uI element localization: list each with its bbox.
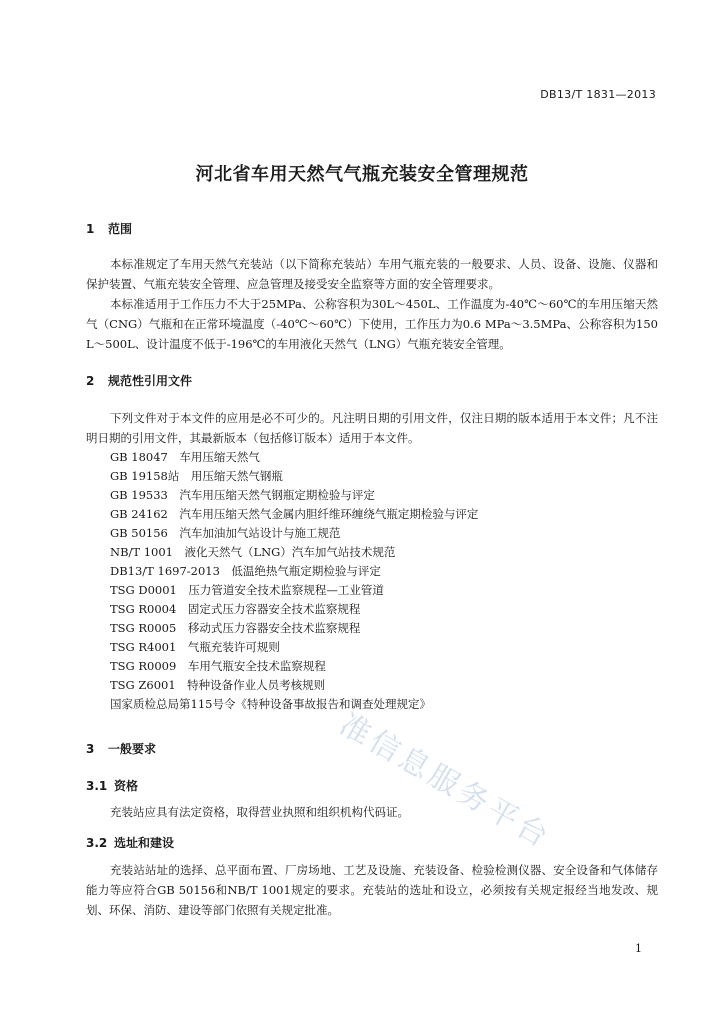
reference-list — [110, 448, 478, 714]
reference-item: GB 24162 汽车用压缩天然气金属内胆纤维环缠绕气瓶定期检验与评定 — [110, 507, 479, 521]
reference-item: NB/T 1001 液化天然气（LNG）汽车加气站技术规范 — [110, 545, 396, 559]
page-number: 1 — [635, 942, 642, 955]
standard-code: DB13/T 1831—2013 — [540, 88, 656, 101]
reference-item: GB 19158站 用压缩天然气钢瓶 — [110, 469, 283, 483]
subsection-number: 3.1 — [86, 779, 108, 793]
site-selection-paragraph: 充装站站址的选择、总平面布置、厂房场地、工艺及设施、充装设备、检验检测仪器、安全设备和气体储存能力等应符合GB 50156和NB/T 1001规定的要求。充装站的选址和设立，必须按有关规定报经当地发改、规划、环保、消防、建设等部门依照有关规定批准。 — [86, 863, 658, 917]
subsection-number: 3.2 — [86, 836, 108, 850]
scope-paragraph-1: 本标准规定了车用天然气充装站（以下简称充装站）车用气瓶充装的一般要求、人员、设备、设施、仪器和保护装置、气瓶充装安全管理、应急管理及接受安全监察等方面的安全管理要求。 — [86, 257, 658, 291]
subsection-title: 资格 — [114, 779, 139, 793]
section-2-heading — [86, 372, 192, 389]
reference-item: TSG R0005 移动式压力容器安全技术监察规程 — [110, 621, 361, 635]
reference-item: DB13/T 1697-2013 低温绝热气瓶定期检验与评定 — [110, 564, 381, 578]
reference-item: GB 50156 汽车加油加气站设计与施工规范 — [110, 526, 341, 540]
reference-item: GB 19533 汽车用压缩天然气钢瓶定期检验与评定 — [110, 488, 375, 502]
reference-item: TSG R0009 车用气瓶安全技术监察规程 — [110, 659, 326, 673]
section-1-heading — [86, 220, 132, 237]
qualification-paragraph: 充装站应具有法定资格，取得营业执照和组织机构代码证。 — [110, 805, 409, 819]
watermark-text: 准信息服务平台 — [333, 706, 558, 857]
references-intro: 下列文件对于本文件的应用是必不可少的。凡注明日期的引用文件，仅注日期的版本适用于本文件；凡不注明日期的引用文件，其最新版本（包括修订版本）适用于本文件。 — [86, 411, 658, 445]
reference-item: TSG R4001 气瓶充装许可规则 — [110, 640, 280, 654]
reference-item: TSG Z6001 特种设备作业人员考核规则 — [110, 678, 326, 692]
section-title: 一般要求 — [108, 742, 157, 756]
subsection-title: 选址和建设 — [114, 836, 175, 850]
section-title: 规范性引用文件 — [108, 374, 193, 388]
subsection-3-1-heading — [86, 777, 138, 794]
reference-item: TSG R0004 固定式压力容器安全技术监察规程 — [110, 602, 361, 616]
reference-item: 国家质检总局第115号令《特种设备事故报告和调查处理规定》 — [110, 697, 431, 711]
section-3-heading — [86, 740, 156, 757]
scope-paragraph-2: 本标准适用于工作压力不大于25MPa、公称容积为30L～450L、工作温度为-40℃～60℃的车用压缩天然气（CNG）气瓶和在正常环境温度（-40℃～60℃）下使用，工作压力为0.6 MPa～3.5MPa、公称容积为150 L～500L、设计温度不低于-196℃的车用液化天然气（LNG）气瓶充装安全管理。 — [86, 297, 658, 351]
reference-item: GB 18047 车用压缩天然气 — [110, 450, 260, 464]
section-number: 2 — [86, 374, 95, 388]
section-number: 1 — [86, 222, 95, 236]
reference-item: TSG D0001 压力管道安全技术监察规程—工业管道 — [110, 583, 384, 597]
section-number: 3 — [86, 742, 95, 756]
document-title: 河北省车用天然气气瓶充装安全管理规范 — [195, 164, 529, 185]
subsection-3-2-heading — [86, 834, 174, 851]
section-title: 范围 — [108, 222, 133, 236]
